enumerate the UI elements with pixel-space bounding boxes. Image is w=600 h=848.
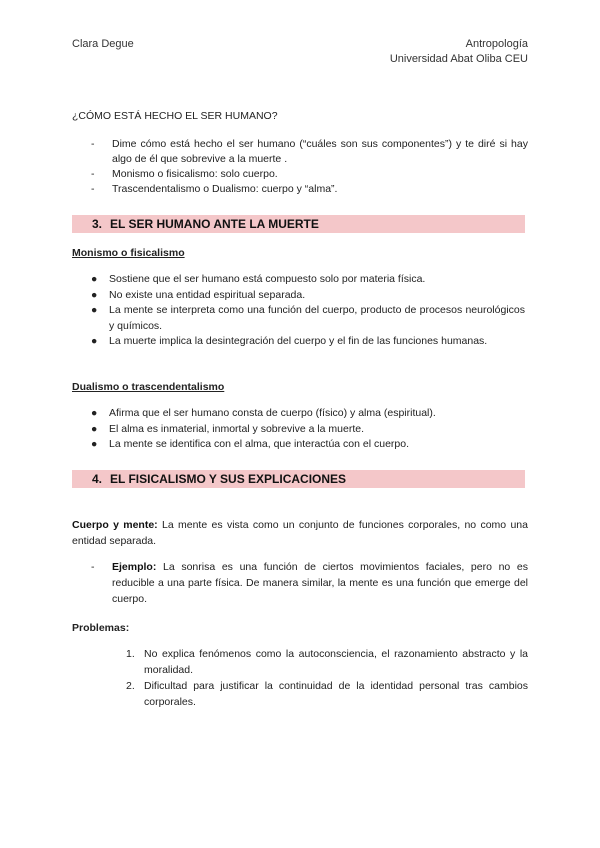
list-item: - Dime cómo está hecho el ser humano (“cuáles son sus componentes”) y te diré si hay algo de él que sobrevive a la muerte . <box>91 138 528 165</box>
list-item: ● El alma es inmaterial, inmortal y sobrevive a la muerte. <box>91 422 365 435</box>
list-item: ● La mente se identifica con el alma, que interactúa con el cuerpo. <box>91 438 410 450</box>
monismo-heading: Monismo o fisicalismo <box>72 247 185 259</box>
dualismo-list <box>72 406 525 453</box>
ejemplo-list <box>72 559 528 607</box>
list-item: - Ejemplo: La sonrisa es una función de ciertos movimientos faciales, pero no es reducible a una parte física. De manera similar, la mente es una función que emerge del cuerpo. <box>91 561 528 605</box>
list-item: ● Afirma que el ser humano consta de cuerpo (físico) y alma (espiritual). <box>91 407 436 419</box>
header-university: Universidad Abat Oliba CEU <box>389 53 528 65</box>
list-item: - Monismo o fisicalismo: solo cuerpo. <box>91 168 278 180</box>
list-item: ● Sostiene que el ser humano está compuesto solo por materia física. <box>91 273 426 285</box>
problemas-list <box>72 646 528 710</box>
dualismo-heading: Dualismo o trascendentalismo <box>72 381 225 393</box>
question-title: ¿CÓMO ESTÁ HECHO EL SER HUMANO? <box>72 110 278 122</box>
list-item: 1. No explica fenómenos como la autoconsciencia, el razonamiento abstracto y la moralidad. <box>126 648 528 676</box>
problemas-heading: Problemas: <box>72 622 130 634</box>
list-item: 2. Dificultad para justificar la continuidad de la identidad personal tras cambios corporales. <box>126 680 528 708</box>
cuerpo-mente-paragraph: Cuerpo y mente: La mente es vista como un conjunto de funciones corporales, no como una entidad separada. <box>72 519 528 547</box>
list-item: ● La mente se interpreta como una función del cuerpo, producto de procesos neurológicos y químicos. <box>91 304 525 332</box>
list-item: ● La muerte implica la desintegración del cuerpo y el fin de las funciones humanas. <box>91 335 488 347</box>
section-3-heading: 3. EL SER HUMANO ANTE LA MUERTE <box>72 215 525 233</box>
monismo-list <box>72 272 525 350</box>
list-item: ● No existe una entidad espiritual separada. <box>91 288 306 301</box>
question-list <box>72 137 528 197</box>
header-author: Clara Degue <box>72 38 134 50</box>
list-item: - Trascendentalismo o Dualismo: cuerpo y “alma”. <box>91 183 338 195</box>
section-4-heading: 4. EL FISICALISMO Y SUS EXPLICACIONES <box>72 470 525 488</box>
header-subject: Antropología <box>465 38 528 50</box>
